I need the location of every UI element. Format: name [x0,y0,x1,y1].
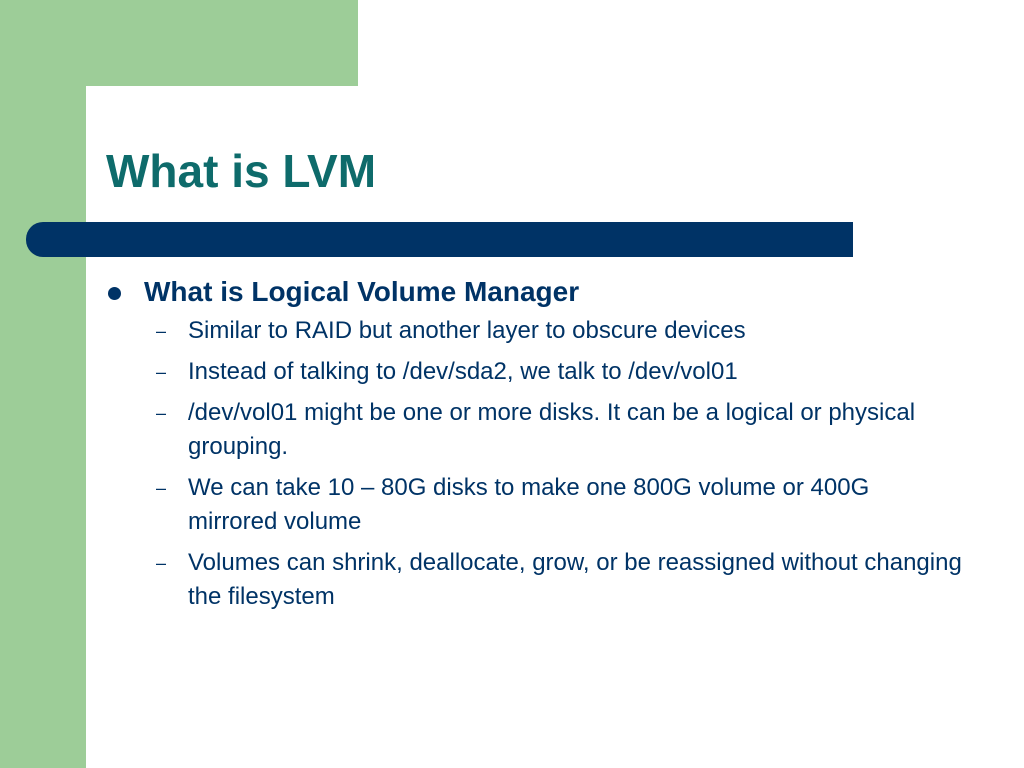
sub-bullet [104,355,964,389]
dash-icon: – [156,321,167,341]
dash-icon: – [156,478,167,498]
green-top-band [0,0,358,86]
bullet-dot-icon [108,287,121,300]
dash-icon: – [156,362,167,382]
sub-bullet-text: Volumes can shrink, deallocate, grow, or be reassigned without changing the filesystem [188,549,962,610]
slide-content [104,274,964,621]
sub-bullet [104,314,964,348]
sub-bullet-text: We can take 10 – 80G disks to make one 800G volume or 400G mirrored volume [188,474,870,535]
main-bullet [104,274,964,310]
slide-title: What is LVM [106,145,377,197]
sub-bullet [104,471,964,539]
dash-icon: – [156,553,167,573]
title-underline-bar [26,222,853,257]
dash-icon: – [156,403,167,423]
sub-bullet [104,396,964,464]
green-side-band [0,0,86,768]
sub-bullet-text: Instead of talking to /dev/sda2, we talk to /dev/vol01 [188,358,738,385]
sub-bullet [104,546,964,614]
sub-bullet-text: /dev/vol01 might be one or more disks. It can be a logical or physical grouping. [188,399,916,460]
main-bullet-text: What is Logical Volume Manager [144,276,580,307]
sub-bullet-text: Similar to RAID but another layer to obscure devices [188,317,746,344]
